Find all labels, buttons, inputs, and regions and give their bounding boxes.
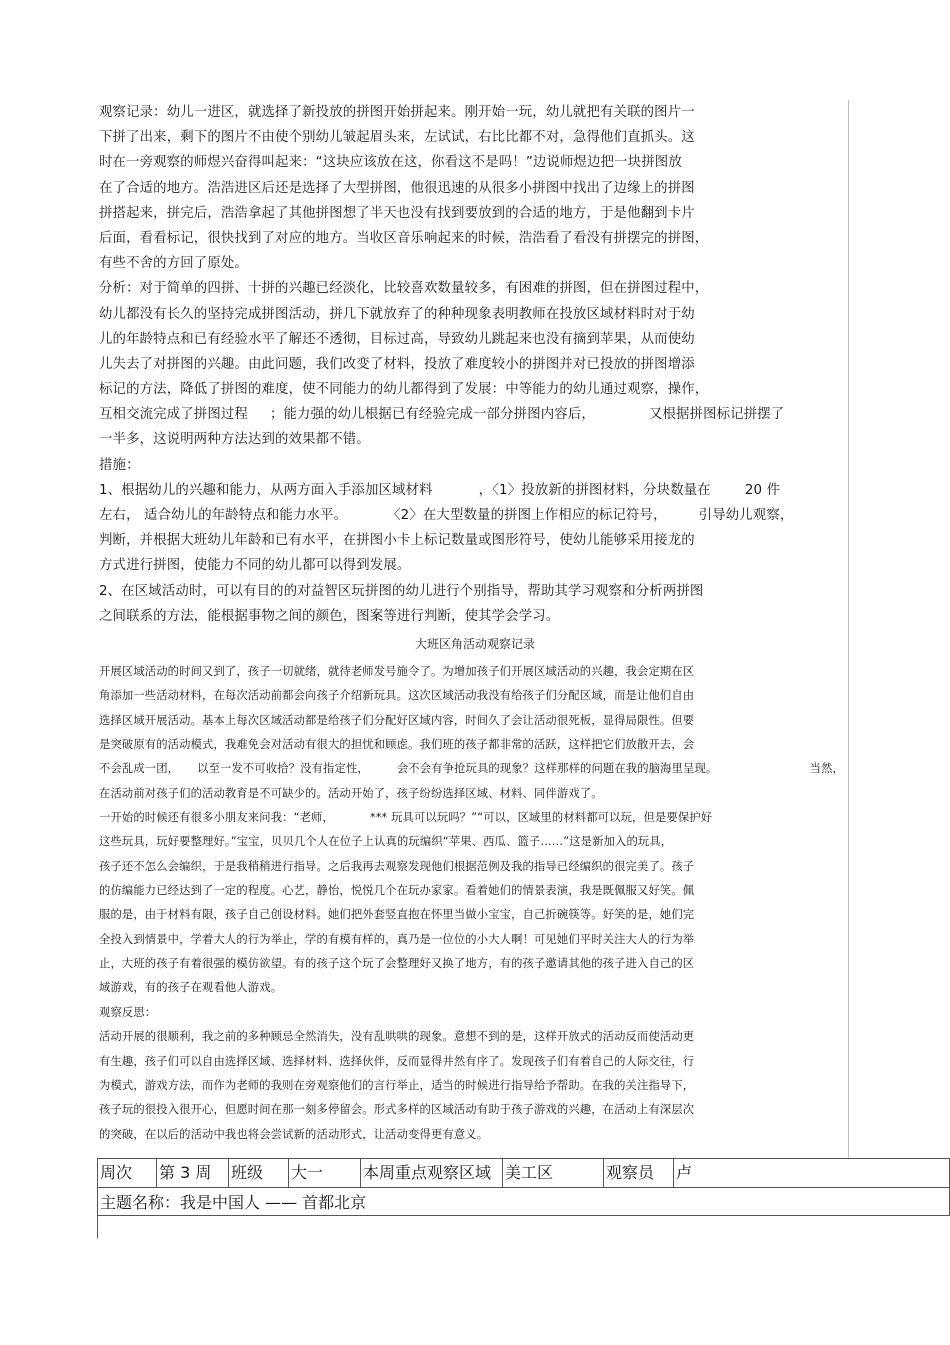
text-line: 2、在区域活动时，可以有目的的对益智区玩拼图的幼儿进行个别指导，帮助其学习观察和分析两拼图 — [99, 583, 704, 599]
text-line: 有生趣，孩子们可以自由选择区域、选择材料、选择伙伴，反而显得井然有序了。发现孩子们有着自己的人际交往，行 — [99, 1054, 695, 1068]
text-line: 服的是，由于材料有限，孩子自己创设材料。她们把外套竖直抱在怀里当做小宝宝，自己折碗筷等。好笑的是，她们完 — [99, 908, 695, 922]
table-cell: 大一 — [289, 1159, 361, 1188]
text-line: 是突破原有的活动模式，我难免会对活动有很大的担忧和顾虑。我们班的孩子都非常的活跃，这样把它们放散开去，会 — [99, 738, 695, 752]
text-line: 有些不舍的方回了原处。 — [99, 256, 248, 272]
text-fragment: 20 件 — [744, 482, 781, 498]
table-cell: 班级 — [229, 1159, 289, 1188]
text-line: 这些玩具，玩好要整理好。”宝宝，贝贝几个人在位子上认真的玩编织“苹果、西瓜、篮子……”这是新加入的玩具， — [99, 835, 673, 849]
table-cell: 第 3 周 — [157, 1159, 229, 1188]
text-line — [99, 503, 839, 528]
text-fragment: ，〈1〉投放新的拼图材料，分块数量在 — [478, 482, 711, 498]
text-line: 止，大班的孩子有着很强的模仿欲望。有的孩子这个玩了会整理好又换了地方，有的孩子邀请其他的孩子进入自己的区 — [99, 957, 695, 971]
text-fragment: 以至一发不可收拾？没有指定性， — [197, 762, 369, 776]
text-line — [99, 806, 844, 830]
text-line — [99, 757, 844, 781]
text-line: 标记的方法，降低了拼图的难度，使不同能力的幼儿都得到了发展：中等能力的幼儿通过观察，操作， — [99, 382, 709, 398]
text-fragment: 会不会有争抢玩具的现象？这样那样的问题在我的脑海里呈现。 — [396, 762, 718, 776]
text-line: 判断，并根据大班幼儿年龄和已有水平，在拼图小卡上标记数量或图形符号，使幼儿能够采用接龙的 — [99, 533, 695, 549]
text-fragment: 左右， 适合幼儿的年龄特点和能力水平。 — [99, 508, 348, 523]
text-line: 时在一旁观察的师煜兴奋得叫起来：“这块应该放在这，你看这不是吗！”边说师煜边把一块拼图放 — [99, 155, 682, 171]
observation-section-1 — [99, 100, 839, 629]
text-line: 分析：对于简单的四拼、十拼的兴趣已经淡化，比较喜欢数量较多，有困难的拼图，但在拼图过程中， — [99, 281, 709, 297]
table-row — [98, 1188, 950, 1216]
text-line: 儿的年龄特点和已有经验水平了解还不透彻，目标过高，导致幼儿跳起来也没有摘到苹果，从而使幼 — [99, 331, 695, 347]
text-line: 域游戏，有的孩子在观看他人游戏。 — [99, 981, 283, 995]
text-line: 后面，看看标记，很快找到了对应的地方。当收区音乐响起来的时候，浩浩看了看没有拼摆完的拼图， — [99, 230, 709, 246]
text-line: 方式进行拼图，使能力不同的幼儿都可以得到发展。 — [99, 558, 411, 574]
text-line: 孩子玩的很投入很开心，但愿时间在那一刻多停留会。形式多样的区域活动有助于孩子游戏的兴趣，在活动上有深层次 — [99, 1103, 695, 1117]
table-cell: 本周重点观察区域 — [361, 1159, 503, 1188]
observation-section-2 — [99, 660, 844, 1147]
text-line: 开展区域活动的时间又到了，孩子一切就绪，就待老师发号施令了。为增加孩子们开展区域活动的兴趣，我会定期在区 — [99, 665, 695, 678]
record-title: 大班区角活动观察记录 — [414, 637, 535, 651]
table-cell: 美工区 — [503, 1159, 604, 1188]
text-line: 之间联系的方法，能根据事物之间的颜色，图案等进行判断，使其学会学习。 — [99, 608, 560, 624]
text-line: 儿失去了对拼图的兴趣。由此问题，我们改变了材料，投放了难度较小的拼图并对已投放的拼图增添 — [99, 356, 695, 372]
text-line: 幼儿都没有长久的坚持完成拼图活动，拼几下就放弃了的种种现象表明教师在投放区域材料时对于幼 — [99, 306, 695, 322]
text-line: 选择区域开展活动。基本上每次区域活动都是给孩子们分配好区域内容，时间久了会让活动很死板，显得局限性。但要 — [99, 713, 695, 727]
text-fragment: ；能力强的幼儿根据已有经验完成一部分拼图内容后， — [269, 407, 595, 423]
text-line: 观察记录：幼儿一进区，就选择了新投放的拼图开始拼起来。刚开始一玩，幼儿就把有关联的图片一 — [99, 105, 695, 120]
text-line: 在了合适的地方。浩浩进区后还是选择了大型拼图，他很迅速的从很多小拼图中找出了边缘上的拼图 — [99, 180, 695, 196]
text-fragment: 当然， — [809, 762, 844, 776]
theme-name: 主题名称：我是中国人 —— 首都北京 — [98, 1188, 950, 1216]
text-line: 拼搭起来，拼完后，浩浩拿起了其他拼图想了半天也没有找到要放到的合适的地方，于是他翻到卡片 — [99, 205, 695, 221]
text-fragment: 一开始的时候还有很多小朋友来问我：“老师， — [99, 811, 334, 825]
text-line: 一半多，这说明两种方法达到的效果都不错。 — [99, 432, 370, 448]
text-line: 的仿编能力已经达到了一定的程度。心艺，静怡，悦悦几个在玩办家家。看着她们的情景表演，我是既佩服又好笑。佩 — [99, 884, 695, 898]
text-line: 的突破，在以后的活动中我也将会尝试新的活动形式，让活动变得更有意义。 — [99, 1127, 489, 1141]
text-fragment: 不会乱成一团， — [99, 762, 180, 776]
text-line: 观察反思： — [99, 1005, 157, 1019]
text-line: 孩子还不怎么会编织，于是我稍稍进行指导。之后我再去观察发现他们根据范例及我的指导已经编织的很完美了。孩子 — [99, 859, 695, 873]
info-table — [97, 1158, 950, 1216]
table-border — [97, 1158, 98, 1238]
table-cell: 观察员 — [604, 1159, 674, 1188]
table-row — [98, 1159, 950, 1188]
text-line: 角添加一些活动材料，在每次活动前都会向孩子介绍新玩具。这次区域活动我没有给孩子们分配区域，而是让他们自由 — [99, 689, 695, 703]
text-fragment: 互相交流完成了拼图过程 — [99, 407, 248, 423]
text-line — [99, 402, 839, 427]
text-fragment: 1、根据幼儿的兴趣和能力，从两方面入手添加区域材料 — [99, 482, 433, 498]
text-line: 为模式，游戏方法，而作为老师的我则在旁观察他们的言行举止，适当的时候进行指导给予帮助。在我的关注指导下， — [99, 1078, 695, 1092]
table-border — [848, 100, 849, 1158]
table-cell: 周次 — [98, 1159, 157, 1188]
text-fragment: 又根据拼图标记拼摆了 — [648, 407, 785, 423]
text-line: 全投入到情景中，学着大人的行为举止，学的有模有样的，真乃是一位位的小大人啊！可见她们平时关注大人的行为举 — [99, 932, 695, 946]
text-line — [99, 478, 839, 503]
text-line: 措施： — [99, 457, 140, 473]
text-fragment: 引导幼儿观察， — [698, 508, 794, 523]
text-fragment: *** 玩具可以玩吗？”“可以，区域里的材料都可以玩，但是要保护好 — [369, 811, 713, 825]
table-cell: 卢 — [674, 1159, 950, 1188]
text-fragment: 〈2〉在大型数量的拼图上作相应的标记符号， — [387, 508, 667, 523]
text-line: 在活动前对孩子们的活动教育是不可缺少的。活动开始了，孩子纷纷选择区域、材料、同伴游戏了。 — [99, 786, 603, 800]
text-line: 活动开展的很顺利，我之前的多种顾忌全然消失，没有乱哄哄的现象。意想不到的是，这样开放式的活动反而使活动更 — [99, 1030, 695, 1044]
text-line: 下拼了出来，剩下的图片不由使个别幼儿皱起眉头来，左试试，右比比都不对，急得他们直抓头。这 — [99, 130, 695, 146]
